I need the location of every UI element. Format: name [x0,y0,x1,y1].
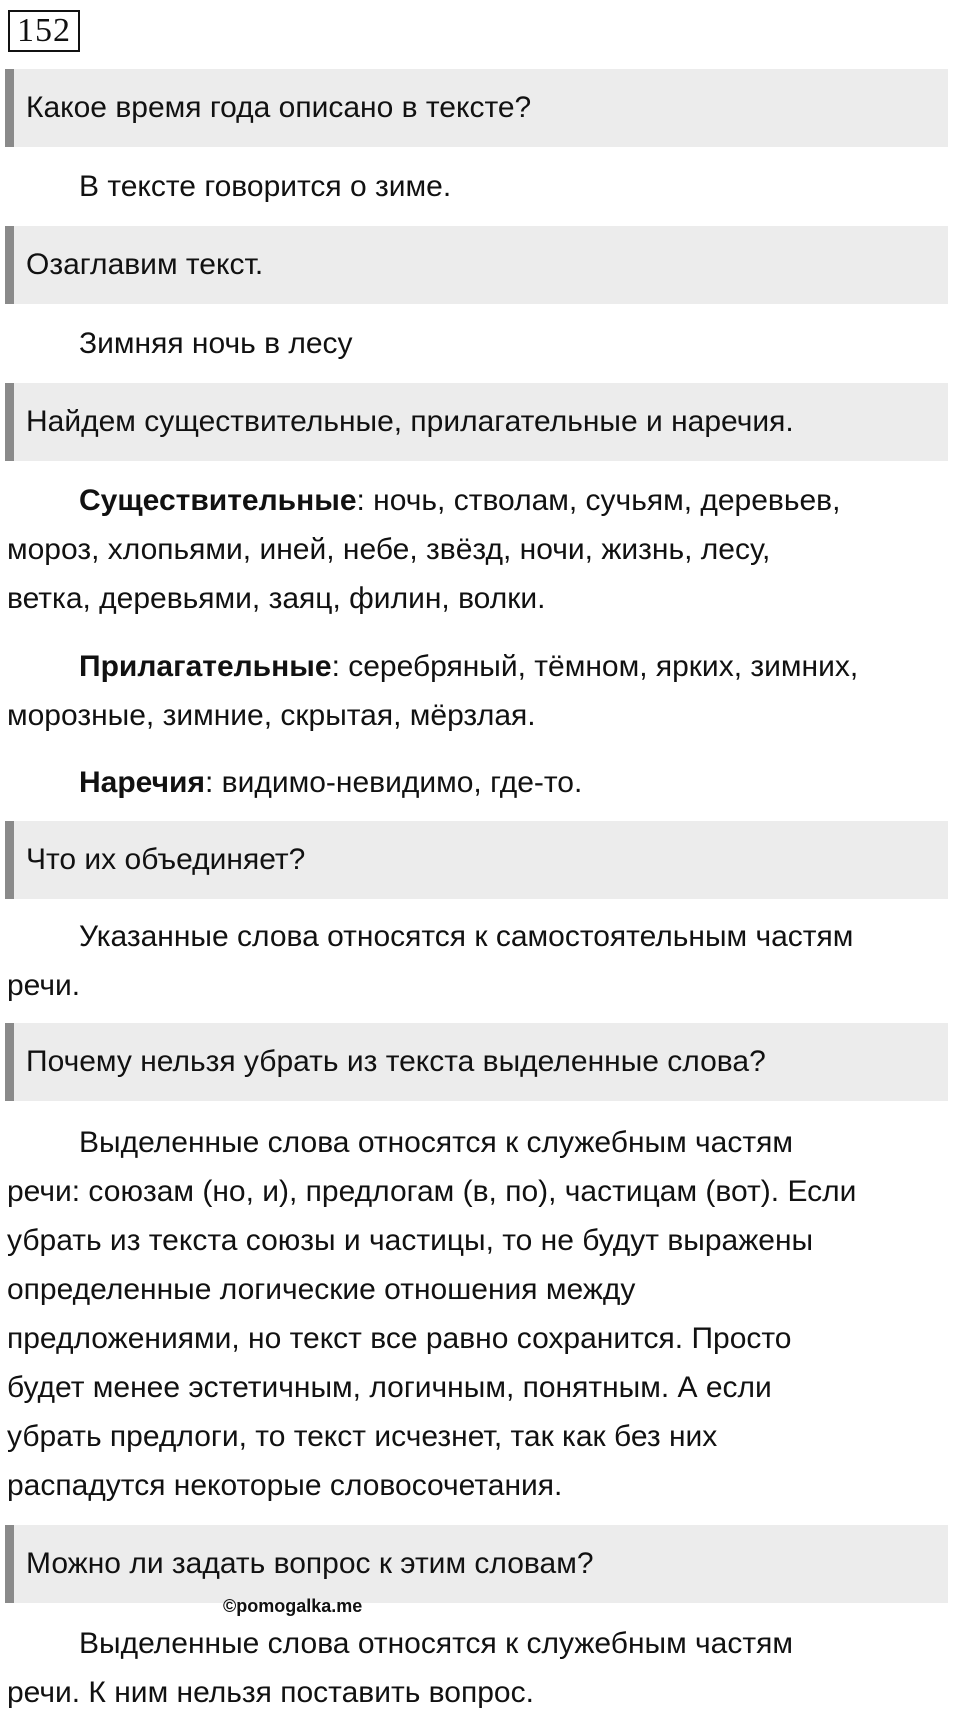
answer-ask [7,1619,957,1717]
adjectives-label: Прилагательные [79,650,332,683]
answer-line: Указанные слова относятся к самостоятельным частям [79,920,854,953]
answer-line: В тексте говорится о зиме. [79,170,452,203]
answer-title [7,319,957,368]
nouns-text: : ночь, стволам, сучьям, деревьев, [356,484,841,517]
answer-line: убрать из текста союзы и частицы, то не будут выражены [7,1224,814,1257]
question-why: Почему нельзя убрать из текста выделенные слова? [5,1023,948,1101]
adverbs-label: Наречия [79,766,205,799]
nouns-text: мороз, хлопьями, иней, небе, звёзд, ночи, жизнь, лесу, [7,533,771,566]
question-ask: Можно ли задать вопрос к этим словам? [5,1525,948,1603]
answer-line: речи: союзам (но, и), предлогам (в, по), частицам (вот). Если [7,1175,857,1208]
adjectives-text: : серебряный, тёмном, ярких, зимних, [331,650,859,683]
adjectives-text: морозные, зимние, скрытая, мёрзлая. [7,699,536,732]
adjectives-paragraph [7,642,957,740]
answer-line: будет менее эстетичным, логичным, понятным. А если [7,1371,772,1404]
question-season: Какое время года описано в тексте? [5,69,948,147]
nouns-paragraph [7,476,957,623]
answer-line: Выделенные слова относятся к служебным частям [79,1627,793,1660]
answer-line: убрать предлоги, то текст исчезнет, так как без них [7,1420,718,1453]
answer-line: Зимняя ночь в лесу [79,327,353,360]
question-common: Что их объединяет? [5,821,948,899]
question-title: Озаглавим текст. [5,226,948,304]
answer-season [7,162,957,211]
adverbs-text: : видимо-невидимо, где-то. [204,766,583,799]
answer-line: распадутся некоторые словосочетания. [7,1469,563,1502]
answer-line: речи. К ним нельзя поставить вопрос. [7,1676,534,1709]
answer-common [7,912,957,1010]
page-number: 152 [8,10,80,52]
answer-line: предложениями, но текст все равно сохранится. Просто [7,1322,792,1355]
answer-why [7,1118,957,1510]
answer-line: речи. [7,969,81,1002]
adverbs-paragraph [7,758,957,807]
answer-line: определенные логические отношения между [7,1273,636,1306]
watermark: ©pomogalka.me [223,1596,363,1616]
nouns-text: ветка, деревьями, заяц, филин, волки. [7,582,546,615]
question-parts-of-speech: Найдем существительные, прилагательные и наречия. [5,383,948,461]
answer-line: Выделенные слова относятся к служебным частям [79,1126,793,1159]
nouns-label: Существительные [79,484,357,517]
